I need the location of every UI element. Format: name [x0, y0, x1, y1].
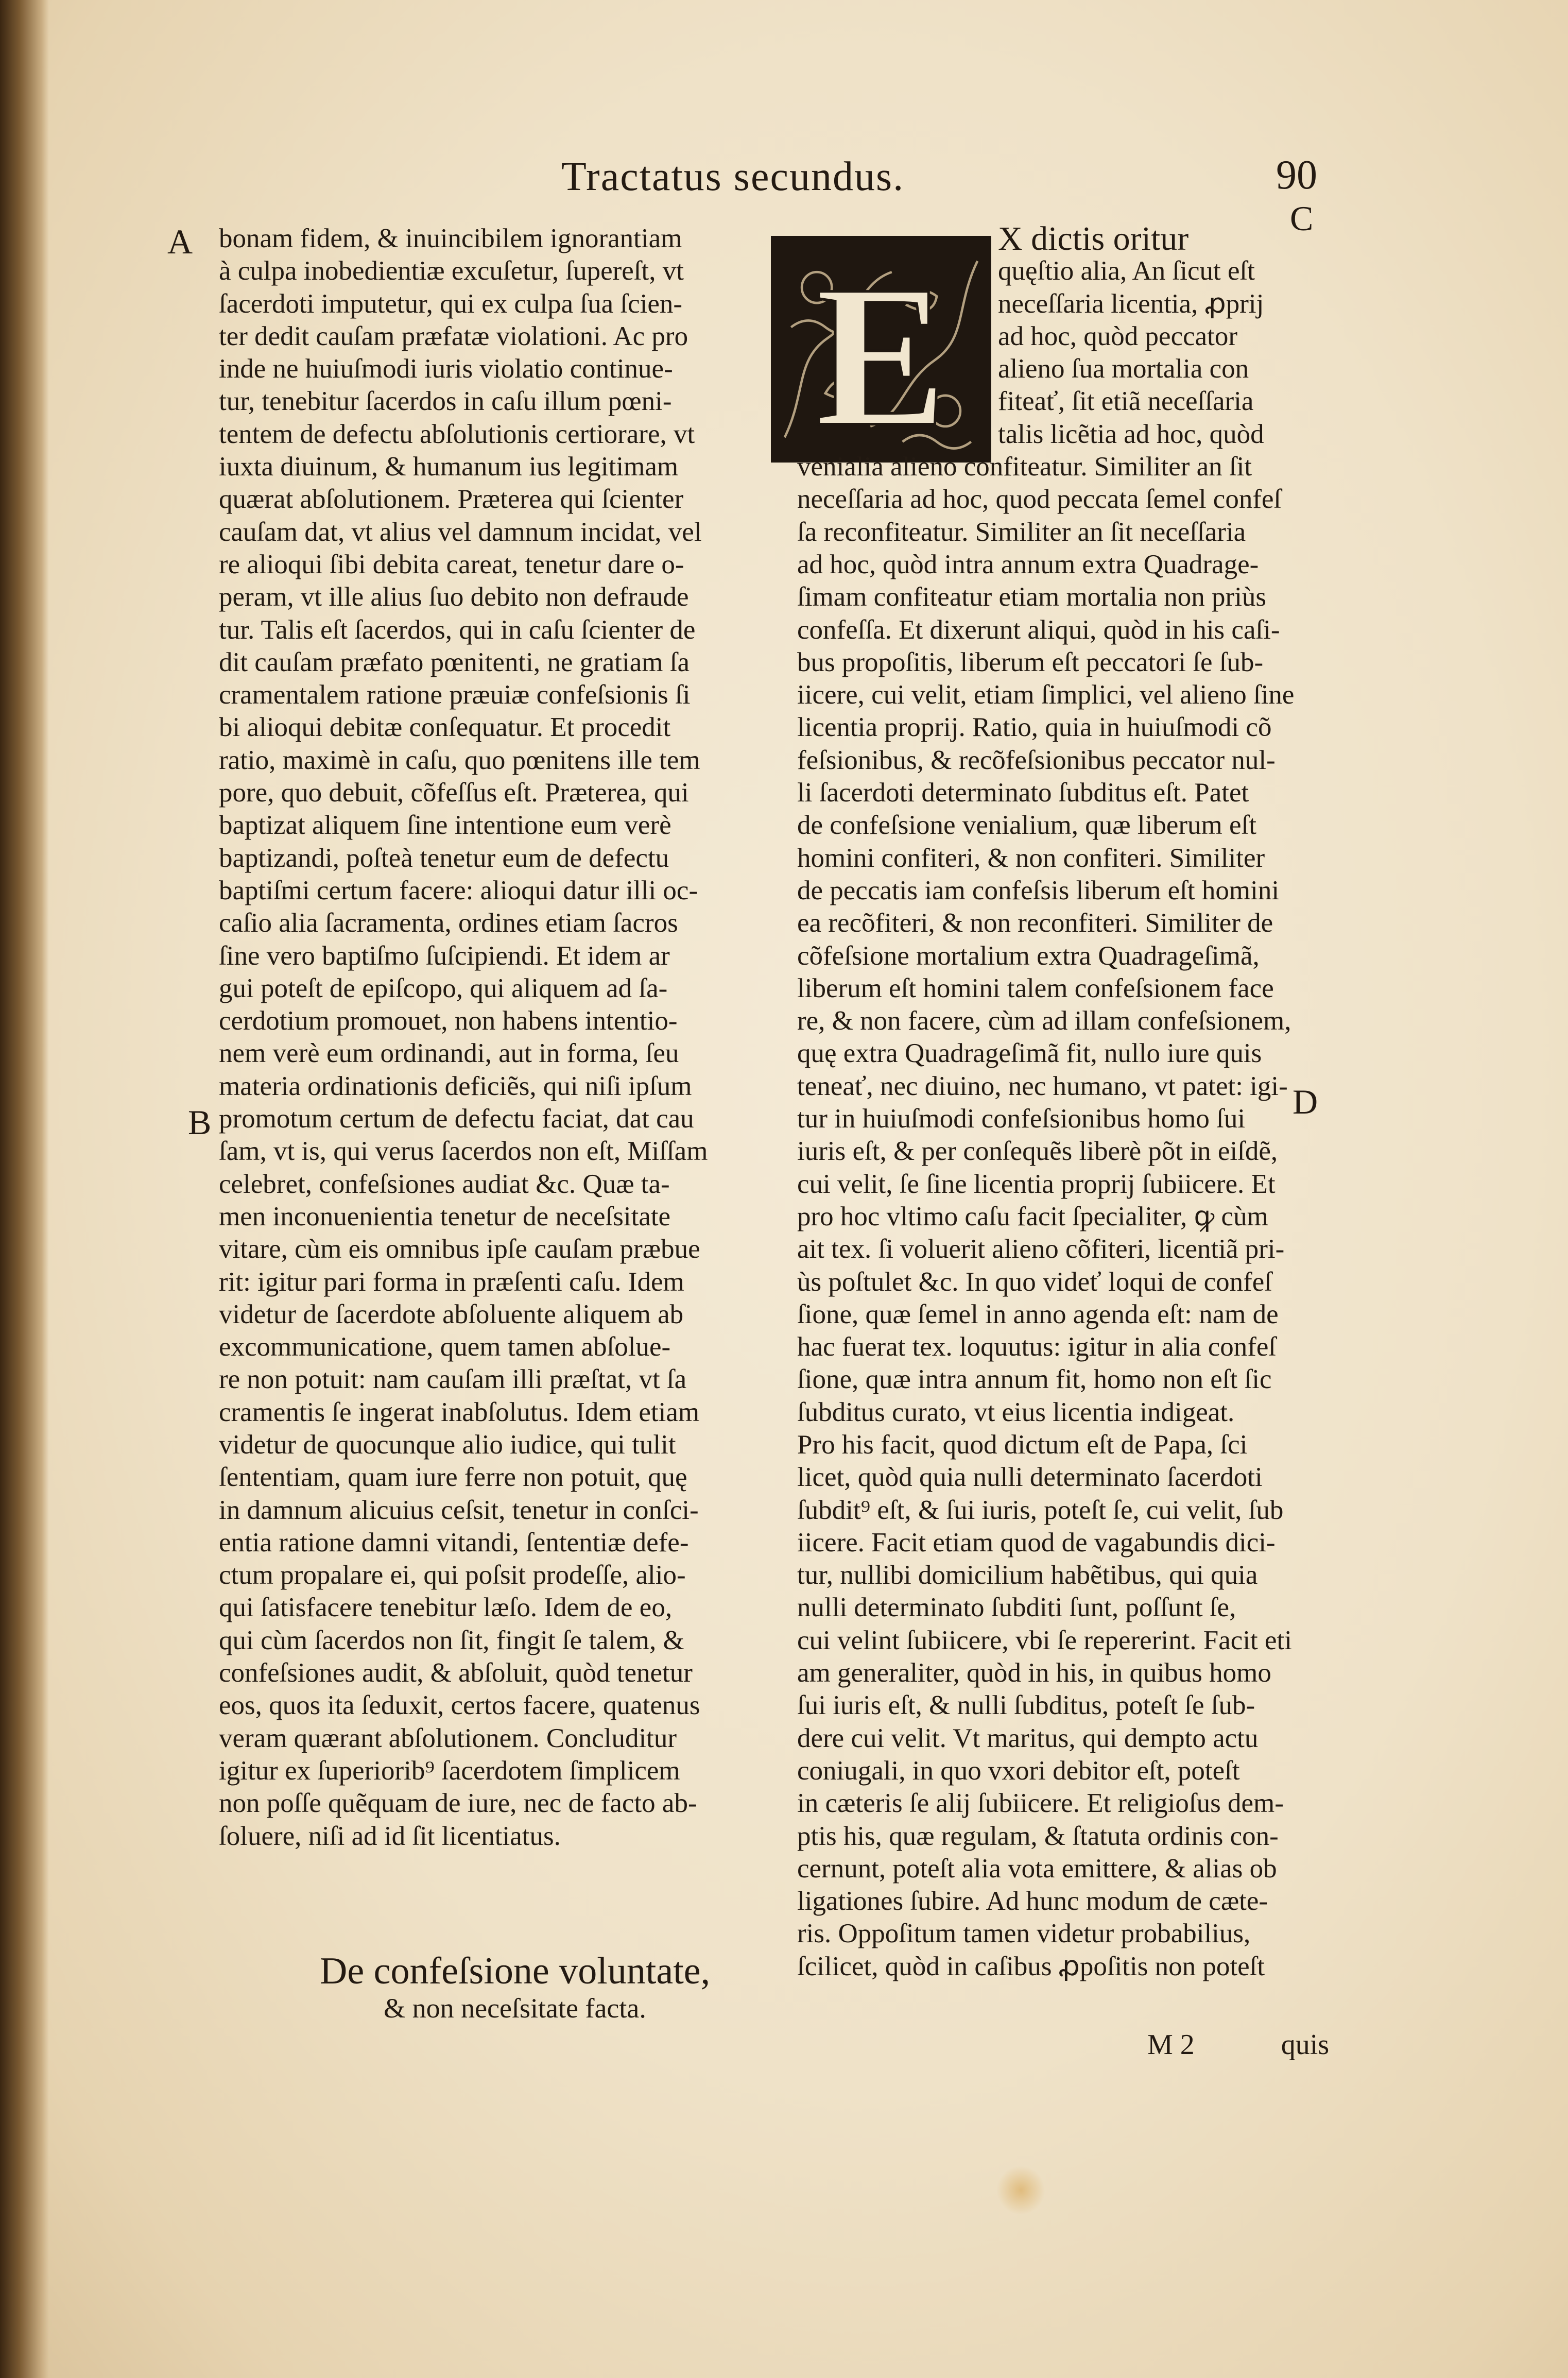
text-line: iuris eſt, & per conſequẽs liberè põt in eiſdẽ,: [797, 1136, 1278, 1167]
section-mark-b: B: [188, 1103, 212, 1142]
text-line: ſimam confiteatur etiam mortalia non priùs: [797, 582, 1267, 612]
text-line: cernunt, poteſt alia vota emittere, & alias ob: [797, 1853, 1277, 1884]
text-line: dit cauſam præfato pœnitenti, ne gratiam ſa: [219, 647, 690, 677]
text-line: homini confiteri, & non confiteri. Similiter: [797, 843, 1265, 873]
text-line: confeſſa. Et dixerunt aliqui, quòd in his caſi-: [797, 614, 1280, 645]
text-line: caſio alia ſacramenta, ordines etiam ſacros: [219, 908, 678, 938]
text-line: videtur de quocunque alio iudice, qui tulit: [219, 1429, 676, 1460]
text-line: bonam fidem, & inuincibilem ignorantiam: [219, 224, 682, 253]
text-line: ad hoc, quòd peccator: [998, 321, 1238, 351]
text-line: iuxta diuinum, & humanum ius legitimam: [219, 452, 679, 482]
text-line: re non potuit: nam cauſam illi præſtat, vt ſa: [219, 1364, 687, 1395]
text-line: cauſam dat, vt alius vel damnum incidat, vel: [219, 517, 702, 547]
text-line: ligationes ſubire. Ad hunc modum de cæte-: [797, 1886, 1268, 1917]
text-line: quę extra Quadrageſimã fit, nullo iure quis: [797, 1038, 1262, 1069]
text-line: venialia alieno confiteatur. Similiter an ſit: [797, 452, 1252, 482]
svg-text:E: E: [815, 243, 947, 459]
text-line: cui velit, ſe ſine licentia proprij ſubiicere. Et: [797, 1169, 1276, 1199]
text-line: baptiſmi certum facere: alioqui datur illi oc-: [219, 875, 698, 905]
text-line: coniugali, in quo vxori debitor eſt, poteſt: [797, 1755, 1240, 1786]
text-line: tur. Talis eſt ſacerdos, qui in caſu ſcienter de: [219, 614, 696, 645]
text-line: ſoluere, niſi ad id ſit licentiatus.: [219, 1821, 561, 1851]
text-line: ſubdit⁹ eſt, & ſui iuris, poteſt ſe, cui velit, ſub: [797, 1495, 1284, 1525]
text-line: nulli determinato ſubditi ſunt, poſſunt ſe,: [797, 1593, 1236, 1623]
text-line: celebret, confeſsiones audiat &c. Quæ ta-: [219, 1169, 670, 1199]
section-heading: De confeſsione voluntate,: [319, 1950, 711, 1992]
text-line: de peccatis iam confeſsis liberum eſt homini: [797, 875, 1280, 905]
text-line: ris. Oppoſitum tamen videtur probabilius,: [797, 1919, 1251, 1949]
text-line: iicere. Facit etiam quod de vagabundis dici-: [797, 1527, 1276, 1558]
text-line: vitare, cùm eis omnibus ipſe cauſam præbue: [219, 1234, 700, 1264]
section-mark-d: D: [1293, 1082, 1318, 1121]
text-line: in damnum alicuius ceſsit, tenetur in conſci-: [219, 1495, 699, 1525]
text-line: igitur ex ſuperiorib⁹ ſacerdotem ſimplicem: [219, 1755, 680, 1786]
signature-mark: M 2: [1147, 2029, 1195, 2061]
text-line: cramentalem ratione præuiæ confeſsionis ſi: [219, 680, 691, 710]
text-line: iicere, cui velit, etiam ſimplici, vel alieno ſine: [797, 680, 1295, 710]
text-line: entia ratione damni vitandi, ſententiæ defe-: [219, 1527, 689, 1558]
text-line: hac fuerat tex. loquutus: igitur in alia confeſ: [797, 1332, 1277, 1362]
section-mark-a: A: [167, 222, 193, 261]
text-line: excommunicatione, quem tamen abſolue-: [219, 1332, 671, 1362]
text-line: ait tex. ſi voluerit alieno cõfiteri, licentiã pri-: [797, 1234, 1285, 1264]
text-line: cramentis ſe ingerat inabſolutus. Idem etiam: [219, 1397, 700, 1427]
paper-stain: [996, 2166, 1045, 2215]
text-line: bi alioqui debitæ conſequatur. Et procedit: [219, 712, 671, 743]
text-line: ſione, quæ intra annum fit, homo non eſt ſic: [797, 1364, 1272, 1395]
text-line: ſa reconfiteatur. Similiter an ſit neceſſaria: [797, 517, 1246, 547]
text-line: li ſacerdoti determinato ſubditus eſt. Patet: [797, 778, 1249, 808]
text-line: materia ordinationis deficiẽs, qui niſi ipſum: [219, 1071, 692, 1101]
text-line: re alioqui ſibi debita careat, tenetur dare o-: [219, 549, 684, 579]
text-line: alieno ſua mortalia con: [998, 354, 1249, 384]
text-line: non poſſe quẽquam de iure, nec de facto ab-: [219, 1788, 697, 1819]
text-line: tur in huiuſmodi confeſsionibus homo ſui: [797, 1104, 1246, 1134]
text-line: nem verè eum ordinandi, aut in forma, ſeu: [219, 1038, 679, 1069]
text-line: ſione, quæ ſemel in anno agenda eſt: nam de: [797, 1299, 1279, 1329]
text-line: de confeſsione venialium, quæ liberum eſt: [797, 810, 1256, 841]
text-line: ſine vero baptiſmo ſuſcipiendi. Et idem ar: [219, 940, 670, 971]
text-line: quęſtio alia, An ſicut eſt: [998, 256, 1255, 286]
text-line: à culpa inobedientiæ excuſetur, ſupereſt, vt: [219, 256, 684, 286]
text-line: teneať, nec diuino, nec humano, vt patet: igi-: [797, 1071, 1288, 1101]
text-line: rit: igitur pari forma in præſenti caſu. Idem: [219, 1267, 684, 1297]
text-line: fiteať, ſit etiã neceſſaria: [998, 386, 1254, 417]
text-line: re, & non facere, cùm ad illam confeſsionem,: [797, 1006, 1291, 1036]
section-heading-subline: & non neceſsitate facta.: [384, 1993, 646, 2024]
text-line: ea recõfiteri, & non reconfiteri. Similiter de: [797, 908, 1273, 938]
text-line: licentia proprij. Ratio, quia in huiuſmodi cõ: [797, 712, 1272, 743]
text-line: tur, tenebitur ſacerdos in caſu illum pœni-: [219, 386, 672, 417]
text-line: X dictis oritur: [998, 220, 1189, 258]
text-line: neceſſaria licentia, ꝓprij: [998, 288, 1264, 319]
text-line: Pro his facit, quod dictum eſt de Papa, ſci: [797, 1429, 1248, 1460]
text-line: talis licẽtia ad hoc, quòd: [998, 419, 1264, 449]
text-line: pore, quo debuit, cõfeſſus eſt. Præterea, qui: [219, 778, 689, 808]
text-line: cui velint ſubiicere, vbi ſe repererint. Facit eti: [797, 1625, 1292, 1655]
text-line: promotum certum de defectu faciat, dat cau: [219, 1104, 694, 1134]
text-line: ſententiam, quam iure ferre non potuit, quę: [219, 1462, 687, 1493]
text-line: in cæteris ſe alij ſubiicere. Et religioſus dem-: [797, 1788, 1284, 1819]
section-mark-c: C: [1290, 199, 1314, 238]
left-column: [219, 223, 744, 1853]
text-line: ſcilicet, quòd in caſibus ꝓpoſitis non poteſt: [797, 1951, 1265, 1981]
text-line: licet, quòd quia nulli determinato ſacerdoti: [797, 1462, 1263, 1493]
text-line: peram, vt ille alius ſuo debito non defraude: [219, 582, 689, 612]
right-column: [797, 220, 1295, 1983]
text-line: eos, quos ita ſeduxit, certos facere, quatenus: [219, 1690, 700, 1721]
text-line: am generaliter, quòd in his, in quibus homo: [797, 1658, 1271, 1688]
text-line: ter dedit cauſam præfatæ violationi. Ac pro: [219, 321, 688, 351]
text-line: baptizat aliquem ſine intentione eum verè: [219, 810, 671, 841]
text-line: ad hoc, quòd intra annum extra Quadrage-: [797, 549, 1259, 579]
text-line: ſubditus curato, vt eius licentia indigeat.: [797, 1397, 1235, 1427]
text-line: qui ſatisfacere tenebitur læſo. Idem de eo,: [219, 1593, 673, 1623]
folio-number: 90: [1276, 152, 1317, 198]
text-line: feſsionibus, & recõfeſsionibus peccator nul-: [797, 745, 1276, 775]
text-line: inde ne huiuſmodi iuris violatio continue-: [219, 354, 673, 384]
text-line: ſacerdoti imputetur, qui ex culpa ſua ſcien-: [219, 288, 683, 319]
text-line: liberum eſt homini talem confeſsionem face: [797, 973, 1274, 1003]
text-line: quærat abſolutionem. Præterea qui ſcienter: [219, 484, 684, 515]
text-line: neceſſaria ad hoc, quod peccata ſemel confeſ: [797, 484, 1282, 515]
text-line: confeſsiones audit, & abſoluit, quòd tenetur: [219, 1658, 693, 1688]
text-line: veram quærant abſolutionem. Concluditur: [219, 1723, 677, 1753]
catchword: quis: [1281, 2029, 1330, 2061]
text-line: qui cùm ſacerdos non ſit, fingit ſe talem, &: [219, 1625, 684, 1655]
text-line: pro hoc vltimo caſu facit ſpecialiter, ꝙ cùm: [797, 1201, 1268, 1231]
text-line: dere cui velit. Vt maritus, qui dempto actu: [797, 1723, 1259, 1753]
text-line: ſam, vt is, qui verus ſacerdos non eſt, Miſſam: [219, 1136, 708, 1167]
text-line: tentem de defectu abſolutionis certiorare, vt: [219, 419, 695, 449]
text-line: bus propoſitis, liberum eſt peccatori ſe ſub-: [797, 647, 1264, 677]
binding-gutter: [0, 0, 49, 2378]
signature-and-catchword: [1147, 2028, 1329, 2061]
text-line: tur, nullibi domicilium habẽtibus, qui quia: [797, 1560, 1258, 1590]
text-line: baptizandi, poſteà tenetur eum de defectu: [219, 843, 669, 873]
running-title: Tractatus secundus.: [561, 154, 905, 199]
text-line: ſui iuris eſt, & nulli ſubditus, poteſt ſe ſub-: [797, 1690, 1255, 1721]
text-line: men inconuenientia tenetur de neceſsitate: [219, 1201, 671, 1231]
text-line: ptis his, quæ regulam, & ſtatuta ordinis con-: [797, 1821, 1279, 1851]
text-line: ratio, maximè in caſu, quo pœnitens ille tem: [219, 745, 700, 775]
text-line: ctum propalare ei, qui poſsit prodeſſe, alio-: [219, 1560, 686, 1590]
text-line: videtur de ſacerdote abſoluente aliquem ab: [219, 1299, 684, 1329]
text-line: ùs poſtulet &c. In quo videť loqui de confeſ: [797, 1267, 1272, 1297]
text-line: gui poteſt de epiſcopo, qui aliquem ad ſa-: [219, 973, 668, 1003]
text-line: cõfeſsione mortalium extra Quadrageſimã,: [797, 940, 1260, 971]
text-line: cerdotium promouet, non habens intentio-: [219, 1006, 678, 1036]
